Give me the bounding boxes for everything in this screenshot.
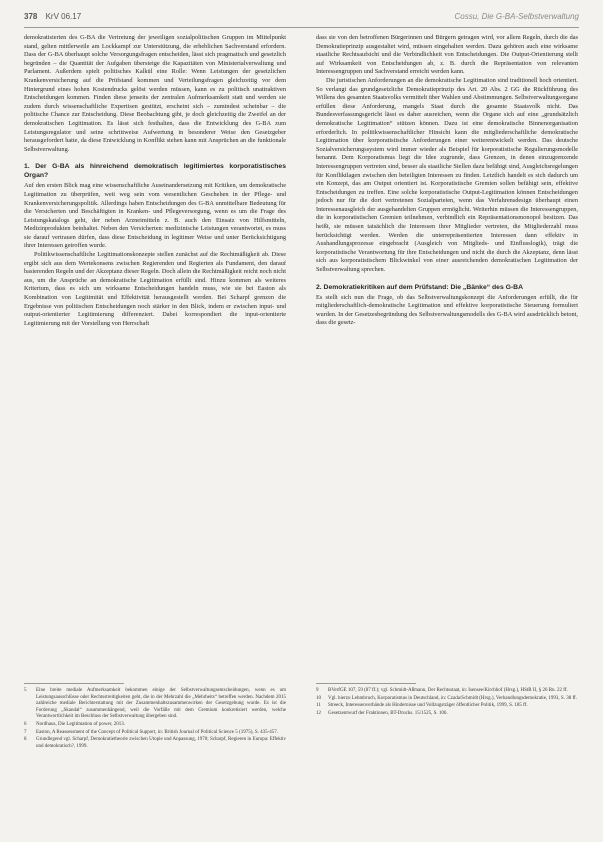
footnote-number: 9: [316, 688, 319, 693]
footnote-text: Vgl. hierzu Lehmbruch, Korporatismus in Deutschland, in: Czada/Schmidt (Hrsg.), Verhandlungsdemokratie, 1993, S. 38 ff.: [328, 695, 577, 701]
footnote-number: 8: [24, 737, 27, 743]
right-column: [316, 34, 578, 328]
header-left: [24, 12, 81, 21]
footnote-text: Grundlegend vgl. Scharpf, Demokratietheorie zwischen Utopie und Anpassung, 1970; Scharpf, Regieren in Europa: Effektiv und demokratisch?, 1999.: [36, 737, 286, 749]
footnote-number: 6: [24, 721, 27, 727]
footnotes-left: [24, 688, 286, 751]
footnote-number: 12: [316, 710, 321, 716]
footnote-rule-right: [316, 683, 416, 684]
paragraph: dass sie von den betroffenen Bürgerinnen und Bürgern getragen wird, vor allem Regeln, durch die das Demokratieprinzip ausgestaltet wird, müssen eingehalten werden. Dazu gehören auch eine wirksame staatliche Rechtsaufsicht und die Verbindlichkeit von Entscheidungen. Die Output-Orientierung stellt auf Wirksamkeit von Entscheidungen ab, z. B. durch die Repräsentation von relevanten Interessengruppen und Sachverstand erreicht werden kann.: [316, 34, 578, 76]
header-rule: [24, 27, 579, 28]
footnote: [316, 688, 578, 695]
page-number: 378: [24, 12, 38, 21]
page-header: [24, 12, 579, 26]
footnote-text: Gesetzentwurf der Fraktionen, BT-Drucks. 15/1525, S. 106.: [328, 710, 448, 716]
footnote: [24, 688, 286, 721]
footnote: [24, 737, 286, 750]
paragraph: Politikwissenschaftliche Legitimationskonzepte stellen zunächst auf die Rechtmäßigkeit ab. Diese ergibt sich aus dem Wertekonsens zwischen Regierenden und Regierten als Fundament, den darauf basierenden Regeln und der Akzeptanz dieser Regeln. Doch allein die Rechtmäßigkeit reicht noch nicht aus, um die Ansprüche an demokratische Legitimation erfüllt sind. Hinzu kommen als weiteres Kriterium, dass es sich um wirksame Entscheidungen handeln muss, wie sie bei Easton als Kombination von Legitimität und Effektivität herausgestellt werden. Bei Scharpf grenzen die Ergebnisse von politischen Entscheidungen noch stärker in den Blick, indem er zwischen input- und output-orientierter Legitimierung differenziert. Dabei korrespondiert die input-orientierte Legitimierung mit der Vorstellung von Herrschaft: [24, 251, 286, 327]
paragraph: demokratisierten des G-BA die Vertretung der jeweiligen sozialpolitischen Gruppen im Mittelpunkt stand, gelten mittlerweile am Lockkampf zur Unterstützung, die erheblichen Sachverstand erfordern. Dass der G-BA überhaupt solche Versorgungsfragen entscheiden, lässt sich pragmatisch und gesetzlich begründen – die Quantität der Aufgaben übersteige die Kapazitäten von Ministerialverwaltung und Parlament. Außerdem spielt politisches Kalkül eine Rolle: Wenn Leistungen der gesetzlichen Krankenversicherung auf die Prüfstand kommen und Verteilungsfragen gleichzeitig vor dem Hintergrund eines hohen Kostendrucks gelöst werden müssen, kann es zu politisch unattraktiven Entscheidungen kommen. Finden diese jenseits der zentralen Aufmerksamkeit statt und werden sie zudem durch wissenschaftliche Expertisen gestützt, erscheint sich – zumindest scheinbar – die politische Chance zur Entscheidung. Diese Beobachtung gibt, je doch gleichzeitig die Zweifel an der demokratischen Legitimation. Es lässt sich festhalten, dass die Entwicklung des G-BA zum Leistungsregulator und seine schrittweise Aufwertung in besonderer Weise den Gesetzgeber herausgefordert hatte, da diese Entwicklung in Konflikt stehen kann mit Ansprüchen an die funktionale Selbstverwaltung.: [24, 34, 286, 153]
paragraph: Die juristischen Anforderungen an die demokratische Legitimation sind traditionell hoch orientiert. So verlangt das grundgesetzliche Demokratieprinzip des Art. 20 Abs. 2 GG die Rückführung des Willens des gesamten Staatsvolks vermittelt über Wahlen und Abstimmungen. Selbstverwaltungsorgane erfüllen diese Anforderung, mangels Staat durch die gesamte Staatsvolk nicht. Das Bundesverfassungsgericht lässt es daher ausreichen, wenn die Organe sich auf eine „grundsätzlich demokratische Legitimation“ stützen können. Dazu ist eine demokratische Binnenorganisation erforderlich. In politikwissenschaftlicher Hinsicht kann die mitgliederschaftliche demokratische Legitimation über korporatistische Anforderungen einer weiterentwickelt werden. Das deutsche Sozialversicherungssystem wird immer wieder als Beispiel für korporatistische Regulierungsmodelle benannt. Dem Korporatismus liegt die Idee zugrunde, dass Grenzen, in denen einzugrenzende Interessengruppen vertreten sind, besser als staatliche Stellen dazu befähigt sind, Ausgleichsregelungen für Konfliktlagen zwischen den beteiligten Interessen zu finden. Letztlich handelt es sich dadurch um ein Konzept, das am Output orientiert ist. Korporatistische Gremien sollen befähigt sein, effektive Entscheidungen zu treffen. Eine solche korporatistische Output-Legitimation können Entscheidungen jedoch nur für die dort vertretenen Sozialparteien, wenn das Verfahrensdesign überhaupt einen Interessenausgleich der ausgehandelten Gruppen ermöglicht. Weiterhin müssen die Interessengruppen, die in korporatistischen Gremien teilnehmen, verbindlich ein Repräsentationsmonopol besitzen. Das heißt, sie müssen tatsächlich die Interessen ihrer Mitglieder vertreten, die Mitgliederzahl muss berücksichtigt werden. Werden die unterrepräsentierten Interessen dann effektiv in Aushandlungsprozesse eingebracht (Ausgleich von Mitglieds- und Einflusslogik), trägt die korporatistische Verantwortung für ihre Entscheidungen und nicht die durch die Akzeptanz, denn lässt sich aus korporatistischem Blickwinkel von einer ausreichenden demokratischen Legitimation der Selbstverwaltung sprechen.: [316, 76, 578, 274]
footnote-number: 5: [24, 688, 27, 693]
footnote: [24, 722, 286, 729]
footnote-text: Easton, A Reassessment of the Concept of Political Support, in: British Journal of Political Science 5 (1975), S. 435-457.: [36, 729, 279, 735]
journal-label: KrV 06.17: [45, 12, 82, 21]
footnote-text: BVerfGE 107, 59 (87 ff.); vgl. Schmidt-Aßmann, Der Rechtsstaat, in: Isensee/Kirchhof (Hrsg.), HStR II, § 26 Rn. 22 ff.: [328, 688, 568, 693]
section-heading-2: 2. Demokratiekritiken auf dem Prüfstand: Die „Bänke“ des G-BA: [316, 283, 523, 291]
footnote: [316, 711, 578, 718]
footnote-rule-left: [24, 683, 124, 684]
paragraph: Es stellt sich nun die Frage, ob das Selbstverwaltungskonzept die Anforderungen erfüllt, die für mitgliederschaftlich-demokratische Legitimation und effektive korporatistische Steuerung formuliert wurden. In der Gesetzesbegründung des Selbstverwaltungsmodells des G-BA wird ausdrücklich betont, dass die gesetz-: [316, 293, 578, 327]
footnote: [24, 730, 286, 737]
footnote: [316, 703, 578, 710]
running-title: Cossu, Die G-BA-Selbstverwaltung: [454, 12, 579, 21]
footnote-number: 7: [24, 729, 27, 735]
section-heading-1: 1. Der G-BA als hinreichend demokratisch legitimiertes korporatistisches Organ?: [24, 163, 286, 180]
footnotes-right: [316, 688, 578, 718]
footnote: [316, 696, 578, 703]
footnote-number: 11: [316, 703, 321, 709]
left-column: [24, 34, 286, 328]
footnote-number: 10: [316, 695, 321, 701]
paragraph: Auf den ersten Blick mag eine wissenschaftliche Auseinandersetzung mit Kritiken, um demokratische Legitimation zu überprüfen, weit weg sein vom wesentlichen Geschehen in der Pflege- und Krankenversicherungspolitik. Allerdings haben Entscheidungen des G-BA unmittelbare Bedeutung für die Versicherten und Beschäftigten in Kranken- und Pflegeversorgung, wenn es um die Frage des Leistungskatalogs geht, der neben Arzneimitteln z. B. auch den Einsatz von Hilfsmitteln, Medizinprodukten beinhaltet. Neben den Versicherten: medizinische Leistungen verantwortet, es muss sie darauf vertrauen dürfen, dass diese Entscheidung in legitimer Weise und unter Berücksichtigung ihrer Interessen getroffen wurde.: [24, 182, 286, 250]
footnote-text: Streeck, Interessenverbände als Hindernisse und Vollzugsträger öffentlicher Politik, 1999, S. 185 ff.: [328, 703, 528, 709]
footnote-text: Eine breite mediale Aufmerksamkeit bekommen einige der Selbstverwaltungsentscheidungen, wenn es um Leistungsausschlüsse oder Rechtsstreitigkeiten geht, die in der Mehrzahl die „Mehrheits“ betreffen werden. Nachdem 2015 zahlreiche mediale Berichterstattung mit der Zusammenhaltszusammenwirken der Gesetzgebung wurde. Es ist die Forderung „Skandal“ zusammenhängend, weil die Vorfälle mit dem Gremium konkretisiert werden, welche Verantwortlichkeit im Beschluss der Selbstverwaltung übergeben sind.: [36, 688, 286, 720]
footnote-text: Nordhaus, Die Legitimation of power, 2013.: [36, 721, 125, 727]
